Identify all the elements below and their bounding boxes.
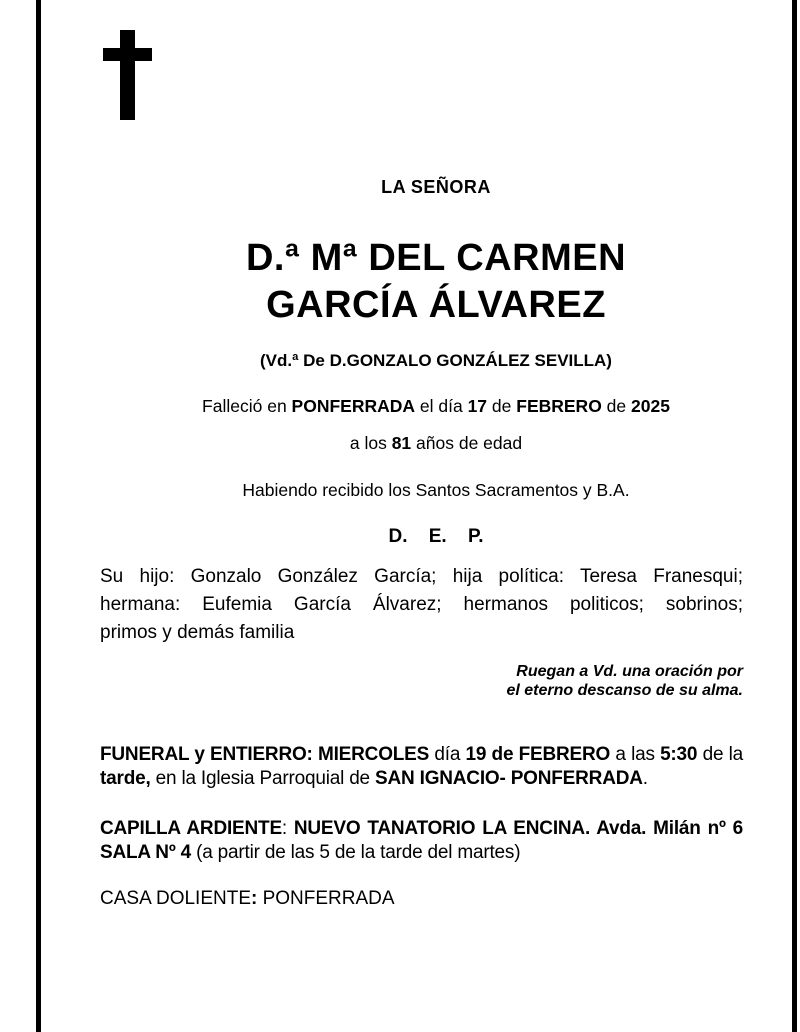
family-line-3: primos y demás familia [100, 622, 295, 643]
dep-line: D. E. P. [388, 526, 484, 547]
cross-horizontal-bar [103, 48, 152, 61]
prayer-line-1: Ruegan a Vd. una oración por [516, 663, 743, 680]
right-border-rule [792, 0, 797, 1032]
family-paragraph [100, 563, 743, 647]
chapel-notice [100, 817, 743, 864]
family-line-1: Su hijo: Gonzalo González García; hija política: Teresa Franesqui; [100, 566, 743, 587]
family-line-2: hermana: Eufemia García Álvarez; hermanos politicos; sobrinos; [100, 594, 743, 615]
cross-icon [103, 30, 152, 120]
funeral-notice [100, 743, 743, 790]
left-border-rule [36, 0, 41, 1032]
age-line: a los 81 años de edad [349, 433, 523, 453]
sacraments-line: Habiendo recibido los Santos Sacramentos y B.A. [242, 480, 630, 500]
funeral-line-1: FUNERAL y ENTIERRO: MIERCOLES día 19 de FEBRERO a las 5:30 de la [100, 744, 744, 765]
funeral-line-2: tarde, en la Iglesia Parroquial de SAN IGNACIO- PONFERRADA. [100, 767, 648, 789]
deceased-name-line1: D.ª Mª DEL CARMEN [245, 237, 627, 279]
cross-vertical-bar [120, 30, 135, 120]
prayer-request [100, 662, 743, 700]
honorific-title: LA SEÑORA [381, 177, 491, 197]
widow-of-line: (Vd.ª De D.GONZALO GONZÁLEZ SEVILLA) [260, 351, 612, 370]
death-date-line: Falleció en PONFERRADA el día 17 de FEBRERO de 2025 [202, 396, 670, 416]
mourning-house-line: CASA DOLIENTE: PONFERRADA [100, 888, 395, 909]
chapel-line-2: SALA Nº 4 (a partir de las 5 de la tarde del martes) [100, 841, 521, 863]
chapel-line-1: CAPILLA ARDIENTE: NUEVO TANATORIO LA ENCINA. Avda. Milán nº 6 [100, 818, 743, 839]
deceased-name [100, 235, 772, 329]
deceased-name-line2: GARCÍA ÁLVAREZ [266, 284, 606, 326]
prayer-line-2: el eterno descanso de su alma. [506, 682, 743, 699]
